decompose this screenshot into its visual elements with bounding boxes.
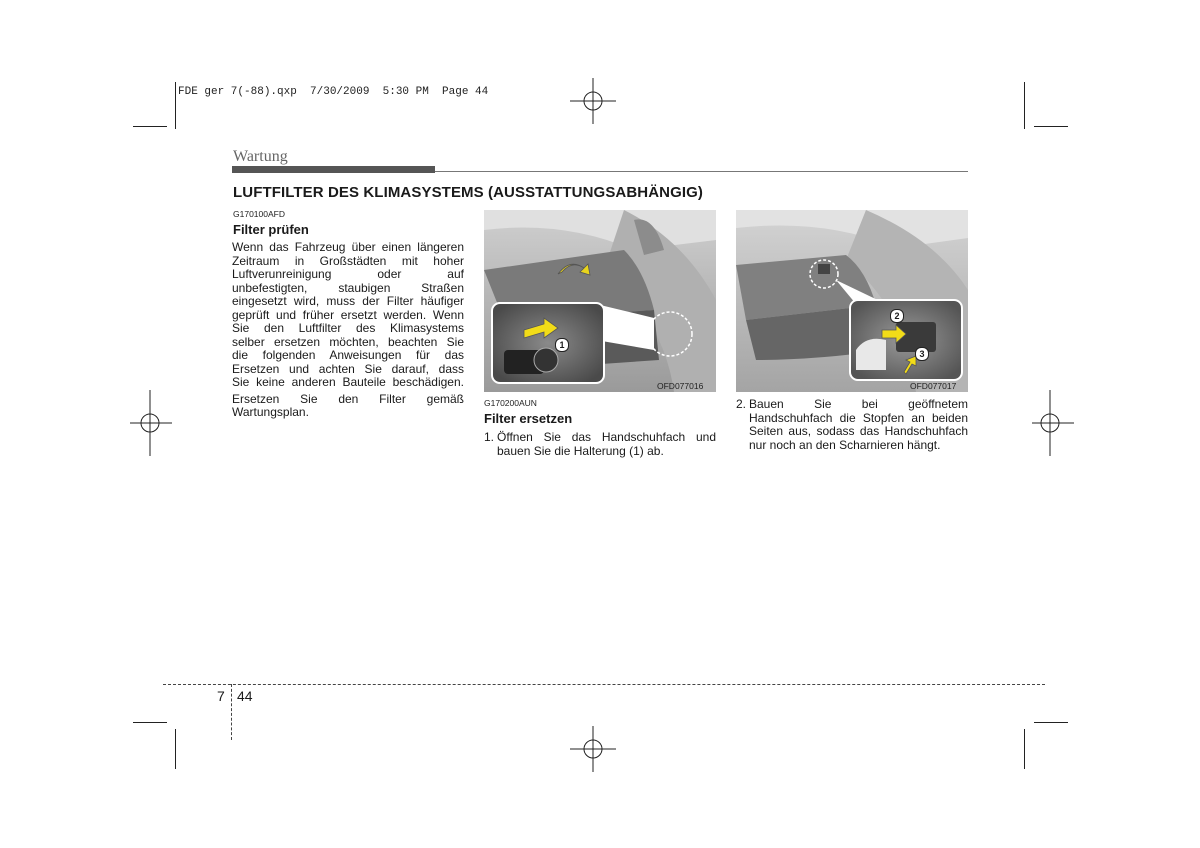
paragraph-line: selber ersetzen möchten, beachten Sie: [232, 334, 464, 349]
callout-3: 3: [915, 347, 929, 361]
registration-mark-bottom: [570, 726, 616, 772]
paragraph-line: Zeitraum in Großstädten mit hoher: [232, 253, 464, 268]
page-number-divider: [231, 684, 232, 740]
illustration-glovebox-stoppers: [736, 210, 968, 392]
paragraph-line: Sie keine anderen Bauteile beschädigen.: [232, 375, 464, 389]
step-line: Öffnen Sie das Handschuhfach und: [497, 430, 716, 444]
paragraph-line: Luftverunreinigung oder auf: [232, 267, 464, 281]
heading-filter-ersetzen: Filter ersetzen: [484, 411, 573, 426]
paragraph-line: die folgenden Anweisungen für das: [232, 348, 464, 362]
paragraph-line: geprüft und früher ersetzt werden. Wenn: [232, 307, 464, 322]
step-line: nur noch an den Scharnieren hängt.: [749, 437, 941, 452]
step-number: 2.: [736, 397, 747, 411]
header-bar: [232, 166, 435, 173]
paragraph-line: Sie den Luftfilter des Klimasystems: [232, 321, 464, 335]
illustration-glovebox-bracket: [484, 210, 716, 392]
page-title: LUFTFILTER DES KLIMASYSTEMS (AUSSTATTUNGSABHÄNGIG): [233, 184, 703, 201]
paragraph-line: Ersetzen Sie den Filter gemäß: [232, 391, 464, 406]
paragraph-line: unbefestigten, staubigen Straßen: [232, 280, 464, 295]
heading-filter-pruefen: Filter prüfen: [233, 222, 309, 237]
paragraph-line: Ersetzen und achten Sie darauf, dass: [232, 361, 464, 376]
callout-1: 1: [555, 338, 569, 352]
step-line: Bauen Sie bei geöffnetem: [749, 397, 968, 411]
step-1: [484, 431, 716, 461]
paragraph-line: Wartungsplan.: [232, 405, 309, 419]
section-code: G170100AFD: [233, 209, 285, 219]
image-caption-1: OFD077016: [657, 381, 704, 391]
callout-2: 2: [890, 309, 904, 323]
step-2: [736, 398, 968, 458]
registration-mark-right: [1028, 390, 1074, 456]
print-slug: FDE ger 7(-88).qxp 7/30/2009 5:30 PM Page 44: [178, 86, 489, 98]
step-line: bauen Sie die Halterung (1) ab.: [497, 443, 664, 458]
image-caption-2: OFD077017: [910, 381, 957, 391]
header-rule: [435, 171, 968, 172]
page-chapter: 7: [217, 688, 225, 704]
page-number: 44: [237, 688, 253, 704]
step-line: Handschuhfach die Stopfen an beiden: [749, 410, 968, 425]
paragraph-line: Wenn das Fahrzeug über einen längeren: [232, 240, 464, 254]
registration-mark-top: [570, 78, 616, 124]
step-line: Seiten aus, sodass das Handschuhfach: [749, 424, 968, 438]
paragraph-filter-pruefen: [232, 241, 464, 420]
registration-mark-left: [130, 390, 176, 456]
step-number: 1.: [484, 430, 495, 444]
footer-rule: [163, 684, 1045, 685]
paragraph-line: eingesetzt wird, muss der Filter häufiger: [232, 294, 464, 308]
section-label: Wartung: [233, 148, 288, 165]
section-code: G170200AUN: [484, 398, 537, 408]
